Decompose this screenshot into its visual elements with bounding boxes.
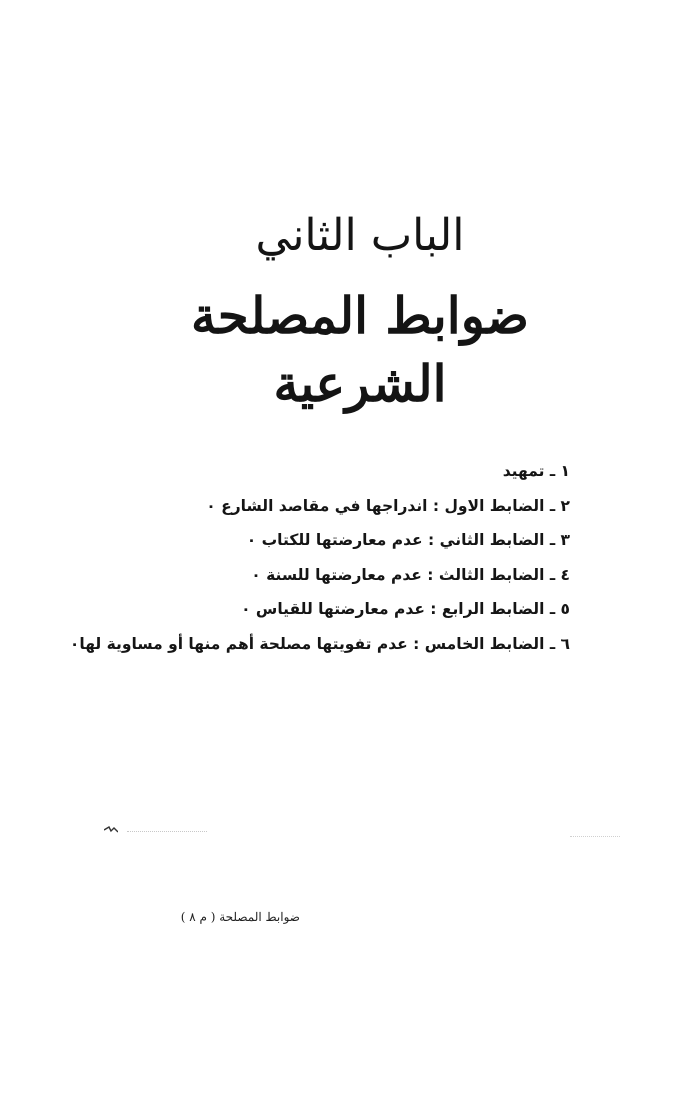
toc-item: ٣ ـ الضابط الثاني : عدم معارضتها للكتاب ٠ bbox=[246, 531, 570, 549]
toc-item: ٦ ـ الضابط الخامس : عدم تفويتها مصلحة أهم منها أو مساوية لها٠ bbox=[69, 634, 570, 653]
toc-item: ٤ ـ الضابط الثالث : عدم معارضتها للسنة ٠ bbox=[251, 565, 570, 584]
chapter-subtitle: ضوابط المصلحة الشرعية bbox=[191, 286, 529, 413]
scan-speck-icon bbox=[104, 826, 118, 834]
chapter-title: الباب الثاني bbox=[255, 210, 465, 261]
dotted-rule bbox=[127, 831, 207, 832]
scan-artifact-right bbox=[570, 826, 620, 837]
scan-artifact-left bbox=[104, 826, 214, 836]
toc-item: ١ ـ تمهيد bbox=[502, 462, 570, 480]
table-of-contents bbox=[69, 456, 570, 663]
toc-item: ٢ ـ الضابط الاول : اندراجها في مقاصد الشارع ٠ bbox=[206, 496, 570, 515]
page-signature: ضوابط المصلحة ( م ٨ ) bbox=[180, 910, 300, 924]
toc-item: ٥ ـ الضابط الرابع : عدم معارضتها للقياس ٠ bbox=[241, 600, 570, 618]
